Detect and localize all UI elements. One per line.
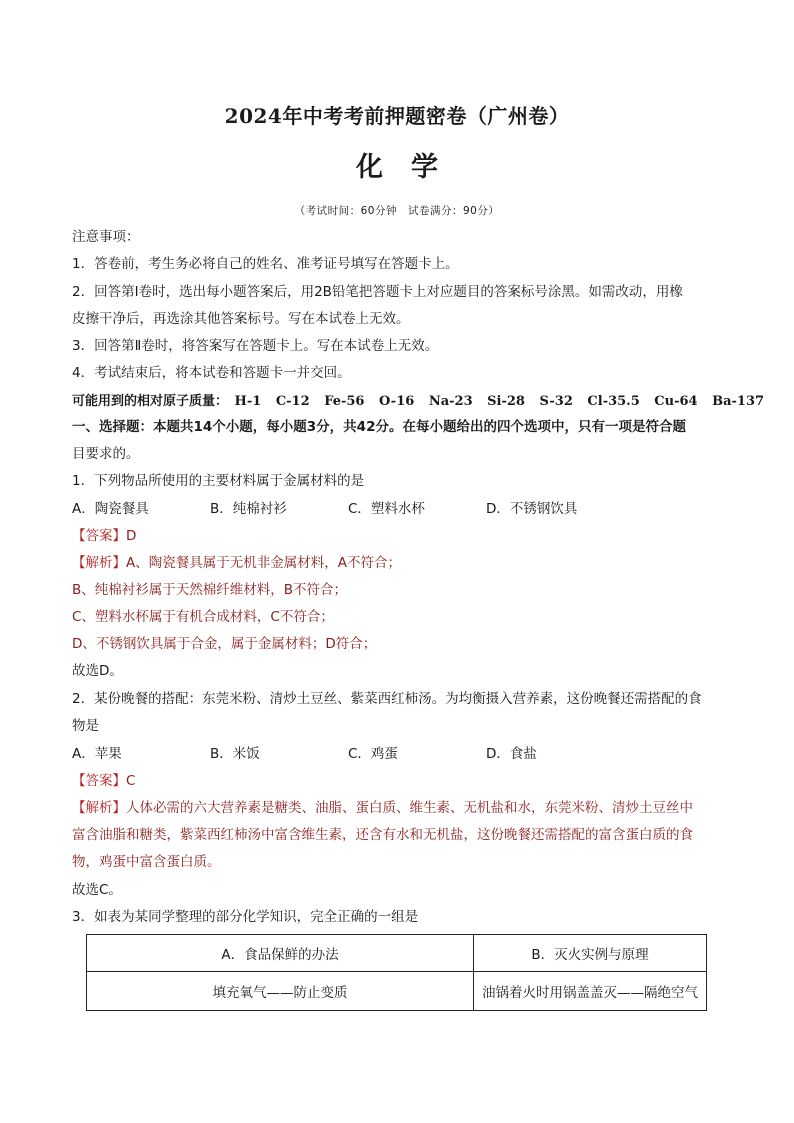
- table-header-cell: A．食品保鲜的办法: [87, 935, 474, 972]
- atomic-mass: O-16: [379, 394, 415, 409]
- table-row: [87, 935, 707, 972]
- analysis-text: A、陶瓷餐具属于无机非金属材料，A不符合；: [126, 555, 401, 571]
- atomic-mass: H-1: [234, 394, 262, 409]
- notice-item: 2．回答第Ⅰ卷时，选出每小题答案后，用2B铅笔把答题卡上对应题目的答案标号涂黑。如需改动，用橡: [72, 284, 683, 300]
- answer-value: C: [126, 773, 136, 789]
- q2-conclusion: 故选C。: [72, 882, 122, 898]
- atomic-mass: Cl-35.5: [587, 394, 640, 409]
- notice-item: 皮擦干净后，再选涂其他答案标号。写在本试卷上无效。: [72, 311, 410, 327]
- q1-answer: [72, 527, 732, 545]
- atomic-masses-label: 可能用到的相对原子质量：: [72, 394, 229, 409]
- answer-tag: 【答案】: [72, 528, 126, 544]
- atomic-mass: S-32: [539, 394, 573, 409]
- notice-item: 3．回答第Ⅱ卷时，将答案写在答题卡上。写在本试卷上无效。: [72, 338, 439, 354]
- analysis-text: 物，鸡蛋中富含蛋白质。: [72, 854, 221, 870]
- question-2-stem-cont: 物是: [72, 718, 99, 734]
- table-cell: 填充氧气——防止变质: [87, 972, 474, 1011]
- table-cell: 油锅着火时用锅盖盖灭——隔绝空气: [474, 972, 707, 1011]
- q2-option-b: B．米饭: [210, 746, 260, 762]
- notice-item: 1．答卷前，考生务必将自己的姓名、准考证号填写在答题卡上。: [72, 256, 459, 272]
- q1-option-a: A．陶瓷餐具: [72, 501, 149, 517]
- question-3-stem: 3．如表为某同学整理的部分化学知识，完全正确的一组是: [72, 909, 419, 925]
- q2-answer: [72, 772, 732, 790]
- q2-analysis: [72, 799, 732, 817]
- exam-title: 2024年中考考前押题密卷（广州卷）: [224, 104, 570, 128]
- subject-title: 化学: [356, 152, 466, 183]
- analysis-tag: 【解析】: [72, 800, 126, 816]
- atomic-mass: Si-28: [487, 394, 525, 409]
- atomic-mass: Cu-64: [654, 394, 698, 409]
- analysis-text: 人体必需的六大营养素是糖类、油脂、蛋白质、维生素、无机盐和水，东莞米粉、清炒土豆丝中: [126, 800, 693, 816]
- atomic-mass: Na-23: [428, 394, 473, 409]
- q2-option-d: D．食盐: [486, 746, 537, 762]
- analysis-text: D、不锈钢饮具属于合金，属于金属材料；D符合；: [72, 636, 377, 652]
- q2-option-a: A．苹果: [72, 746, 122, 762]
- analysis-text: 富含油脂和糖类，紫菜西红柿汤中富含维生素，还含有水和无机盐，这份晚餐还需搭配的富含蛋白质的食: [72, 827, 693, 843]
- q1-option-b: B．纯棉衬衫: [210, 501, 287, 517]
- q1-conclusion: 故选D。: [72, 663, 123, 679]
- notice-heading: 注意事项：: [72, 229, 140, 245]
- q1-option-d: D．不锈钢饮具: [486, 501, 578, 517]
- q1-option-c: C．塑料水杯: [348, 501, 425, 517]
- atomic-mass: C-12: [275, 394, 310, 409]
- q1-analysis: [72, 554, 732, 572]
- knowledge-table: [86, 934, 707, 1011]
- analysis-tag: 【解析】: [72, 555, 126, 571]
- q2-option-c: C．鸡蛋: [348, 746, 398, 762]
- question-2-stem: 2．某份晚餐的搭配：东莞米粉、清炒土豆丝、紫菜西红柿汤。为均衡摄入营养素，这份晚餐还需搭配的食: [72, 691, 702, 707]
- table-header-cell: B．灭火实例与原理: [474, 935, 707, 972]
- table-row: [87, 972, 707, 1011]
- atomic-mass: Ba-137: [712, 394, 765, 409]
- answer-value: D: [126, 528, 137, 544]
- section-heading-cont: 目要求的。: [72, 446, 140, 462]
- analysis-text: C、塑料水杯属于有机合成材料，C不符合；: [72, 609, 334, 625]
- analysis-text: B、纯棉衬衫属于天然棉纤维材料，B不符合；: [72, 582, 348, 598]
- atomic-mass: Fe-56: [324, 394, 365, 409]
- exam-info: （考试时间：60分钟 试卷满分：90分）: [294, 205, 500, 217]
- notice-item: 4．考试结束后，将本试卷和答题卡一并交回。: [72, 365, 351, 381]
- question-1-stem: 1．下列物品所使用的主要材料属于金属材料的是: [72, 473, 365, 489]
- atomic-masses: [72, 390, 774, 409]
- answer-tag: 【答案】: [72, 773, 126, 789]
- section-heading: 一、选择题：本题共14个小题，每小题3分，共42分。在每小题给出的四个选项中，只有一项是符合题: [72, 419, 686, 435]
